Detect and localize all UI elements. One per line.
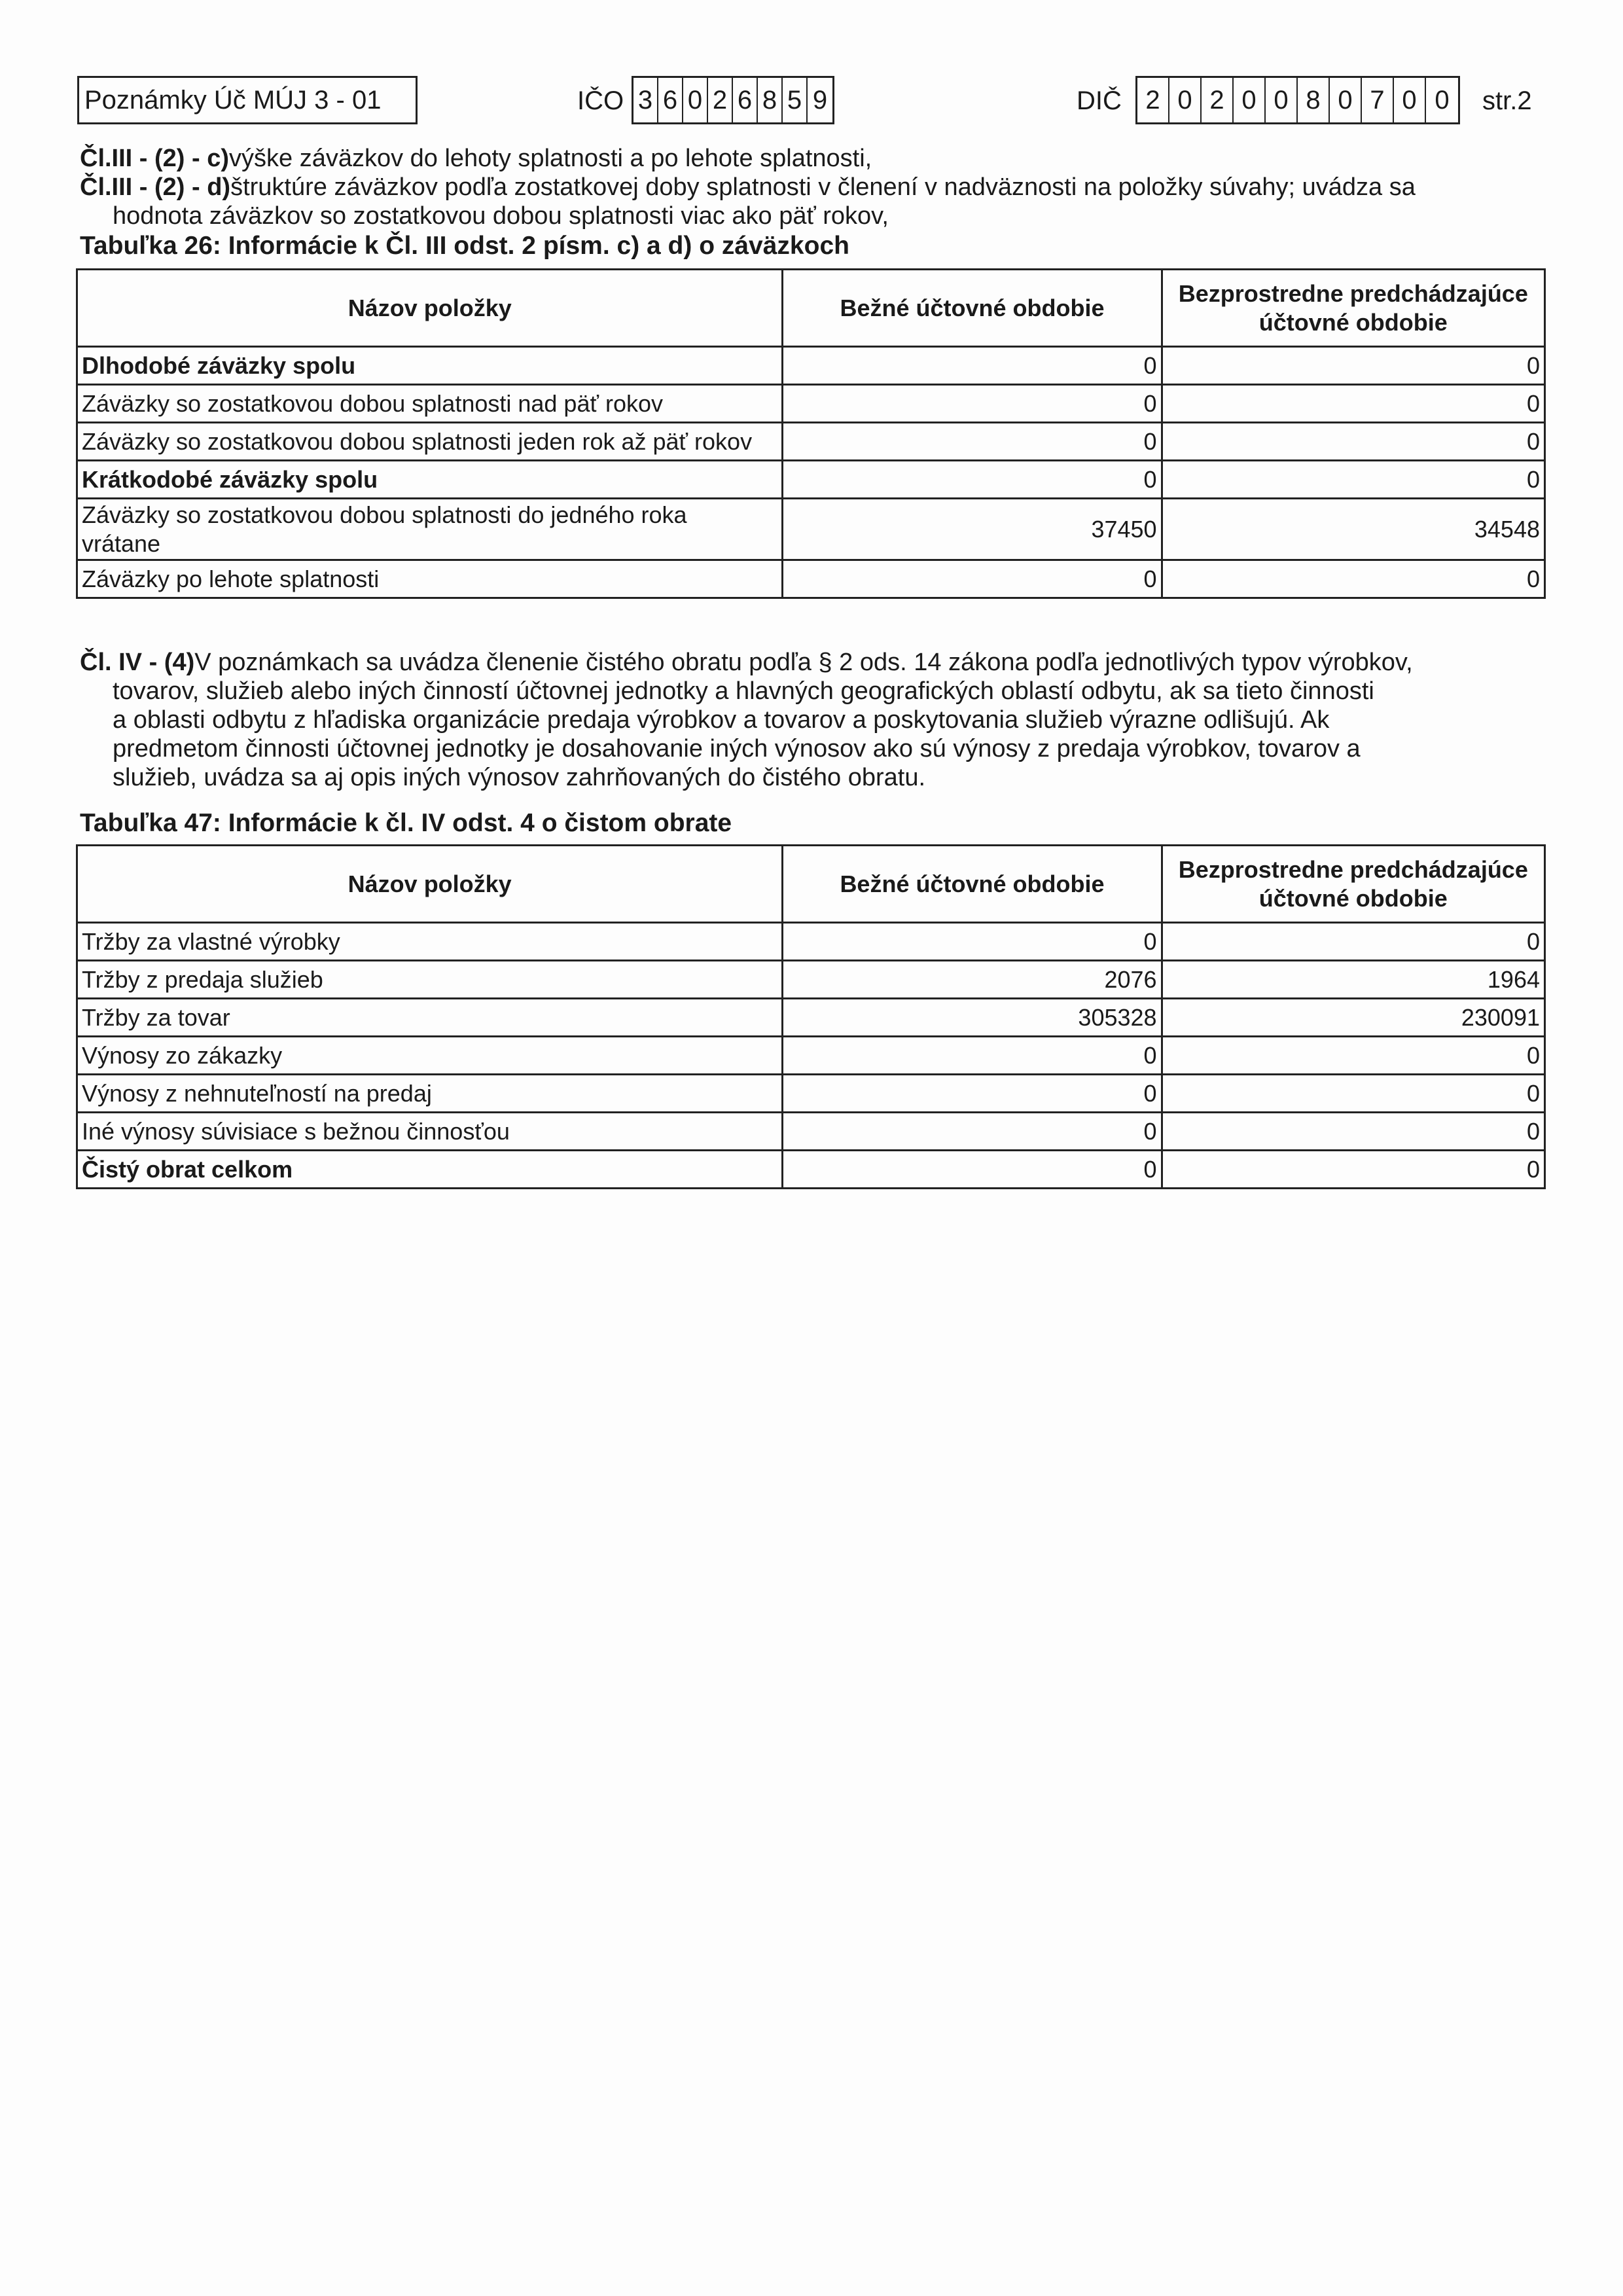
row-previous: 0 — [1162, 923, 1544, 961]
row-current: 0 — [783, 1037, 1162, 1075]
table-row — [77, 347, 1545, 385]
ico-digit: 0 — [683, 78, 708, 122]
ico-digit: 6 — [658, 78, 683, 122]
table47-header-row — [77, 846, 1545, 923]
row-name: Čistý obrat celkom — [77, 1151, 783, 1189]
row-current: 0 — [783, 560, 1162, 598]
dic-digit: 0 — [1234, 78, 1266, 122]
table-row — [77, 1037, 1545, 1075]
ico-label: IČO — [577, 86, 624, 115]
row-name: Tržby z predaja služieb — [77, 961, 783, 999]
row-current: 0 — [783, 1151, 1162, 1189]
dic-digit: 2 — [1137, 78, 1169, 122]
row-name: Záväzky po lehote splatnosti — [77, 560, 783, 598]
row-name: Výnosy z nehnuteľností na predaj — [77, 1075, 783, 1113]
table-row — [77, 923, 1545, 961]
row-current: 0 — [783, 347, 1162, 385]
ico-digit: 9 — [812, 86, 828, 115]
table26-header-current: Bežné účtovné obdobie — [783, 270, 1162, 347]
row-name: Tržby za vlastné výrobky — [77, 923, 783, 961]
table-row — [77, 461, 1545, 499]
row-current: 0 — [783, 461, 1162, 499]
row-previous: 0 — [1162, 1113, 1544, 1151]
table47-header-previous: Bezprostredne predchádzajúce účtovné obdobie — [1162, 846, 1544, 923]
table-row — [77, 961, 1545, 999]
row-current: 37450 — [783, 499, 1162, 560]
table47-header-current: Bežné účtovné obdobie — [783, 846, 1162, 923]
row-name: Záväzky so zostatkovou dobou splatnosti jeden rok až päť rokov — [77, 423, 783, 461]
table-row — [77, 1113, 1545, 1151]
section-iv-line-1 — [80, 648, 1552, 677]
row-current: 305328 — [783, 999, 1162, 1037]
section-iii-d-prefix: Čl.III - (2) - d) — [80, 173, 231, 201]
section-iii-d-continuation: hodnota záväzkov so zostatkovou dobou splatnosti viac ako päť rokov, — [113, 202, 889, 230]
dic-digit: 8 — [1298, 78, 1330, 122]
row-previous: 0 — [1162, 347, 1544, 385]
row-current: 0 — [783, 423, 1162, 461]
row-name: Krátkodobé záväzky spolu — [77, 461, 783, 499]
table47 — [76, 844, 1546, 1189]
row-previous: 0 — [1162, 1037, 1544, 1075]
row-previous: 230091 — [1162, 999, 1544, 1037]
ico-digit: 6 — [733, 78, 758, 122]
row-name: Výnosy zo zákazky — [77, 1037, 783, 1075]
row-name: Iné výnosy súvisiace s bežnou činnosťou — [77, 1113, 783, 1151]
row-current: 0 — [783, 1113, 1162, 1151]
ico-digit: 5 — [783, 78, 808, 122]
section-iv-text: V poznámkach sa uvádza členenie čistého obratu podľa § 2 ods. 14 zákona podľa jednotlivých typov výrobkov, — [194, 649, 1413, 676]
row-previous: 0 — [1162, 461, 1544, 499]
section-iv-line-2: tovarov, služieb alebo iných činností účtovnej jednotky a hlavných geografických oblastí odbytu, ak sa tieto činnosti — [113, 677, 1374, 705]
table-row — [77, 999, 1545, 1037]
section-iv-line-5: služieb, uvádza sa aj opis iných výnosov zahrňovaných do čistého obratu. — [113, 764, 926, 791]
row-current: 0 — [783, 385, 1162, 423]
ico-digit-boxes — [632, 76, 834, 124]
ico-digit: 3 — [633, 78, 658, 122]
table-row — [77, 385, 1545, 423]
table-row — [77, 560, 1545, 598]
ico-digit: 8 — [758, 78, 783, 122]
row-previous: 0 — [1162, 1151, 1544, 1189]
row-name: Dlhodobé záväzky spolu — [77, 347, 783, 385]
table-row — [77, 1151, 1545, 1189]
dic-digit: 0 — [1266, 78, 1298, 122]
dic-digit: 0 — [1330, 78, 1362, 122]
section-iii-c-prefix: Čl.III - (2) - c) — [80, 145, 229, 172]
table-row — [77, 499, 1545, 560]
form-code-box: Poznámky Úč MÚJ 3 - 01 — [77, 76, 418, 124]
dic-digit: 0 — [1169, 78, 1202, 122]
table47-title: Tabuľka 47: Informácie k čl. IV odst. 4 o čistom obrate — [80, 809, 732, 837]
table26-header-previous: Bezprostredne predchádzajúce účtovné obdobie — [1162, 270, 1544, 347]
table26-header-name: Názov položky — [77, 270, 783, 347]
page-number: str.2 — [1482, 86, 1532, 115]
table47-header-name: Názov položky — [77, 846, 783, 923]
row-current: 2076 — [783, 961, 1162, 999]
section-iv-prefix: Čl. IV - (4) — [80, 649, 195, 676]
dic-digit: 7 — [1362, 78, 1394, 122]
row-previous: 0 — [1162, 385, 1544, 423]
dic-digit: 2 — [1202, 78, 1234, 122]
section-iii-c-text: výške záväzkov do lehoty splatnosti a po lehote splatnosti, — [229, 145, 872, 172]
section-iv-line-4: predmetom činnosti účtovnej jednotky je dosahovanie iných výnosov ako sú výnosy z predaja výrobkov, tovarov a — [113, 735, 1361, 762]
dic-digit: 0 — [1435, 86, 1450, 115]
table-row — [77, 423, 1545, 461]
row-previous: 34548 — [1162, 499, 1544, 560]
dic-digit: 0 — [1394, 78, 1426, 122]
section-iii-d-text: štruktúre záväzkov podľa zostatkovej doby splatnosti v členení v nadväznosti na položky súvahy; uvádza sa — [230, 173, 1416, 201]
row-name: Záväzky so zostatkovou dobou splatnosti nad päť rokov — [77, 385, 783, 423]
ico-digit: 2 — [708, 78, 733, 122]
table-row — [77, 1075, 1545, 1113]
row-current: 0 — [783, 1075, 1162, 1113]
table26-title: Tabuľka 26: Informácie k Čl. III odst. 2 písm. c) a d) o záväzkoch — [80, 232, 849, 260]
row-previous: 1964 — [1162, 961, 1544, 999]
section-iii-d — [80, 173, 1552, 202]
row-name: Tržby za tovar — [77, 999, 783, 1037]
table26-header-row — [77, 270, 1545, 347]
row-current: 0 — [783, 923, 1162, 961]
dic-label: DIČ — [1077, 86, 1122, 115]
section-iii-c — [80, 144, 1552, 173]
row-name: Záväzky so zostatkovou dobou splatnosti do jedného roka vrátane — [77, 499, 783, 560]
row-previous: 0 — [1162, 423, 1544, 461]
row-previous: 0 — [1162, 560, 1544, 598]
table26 — [76, 268, 1546, 599]
section-iv-line-3: a oblasti odbytu z hľadiska organizácie predaja výrobkov a tovarov a poskytovania služieb výrazne odlišujú. Ak — [113, 706, 1330, 734]
row-previous: 0 — [1162, 1075, 1544, 1113]
dic-digit-boxes — [1135, 76, 1460, 124]
